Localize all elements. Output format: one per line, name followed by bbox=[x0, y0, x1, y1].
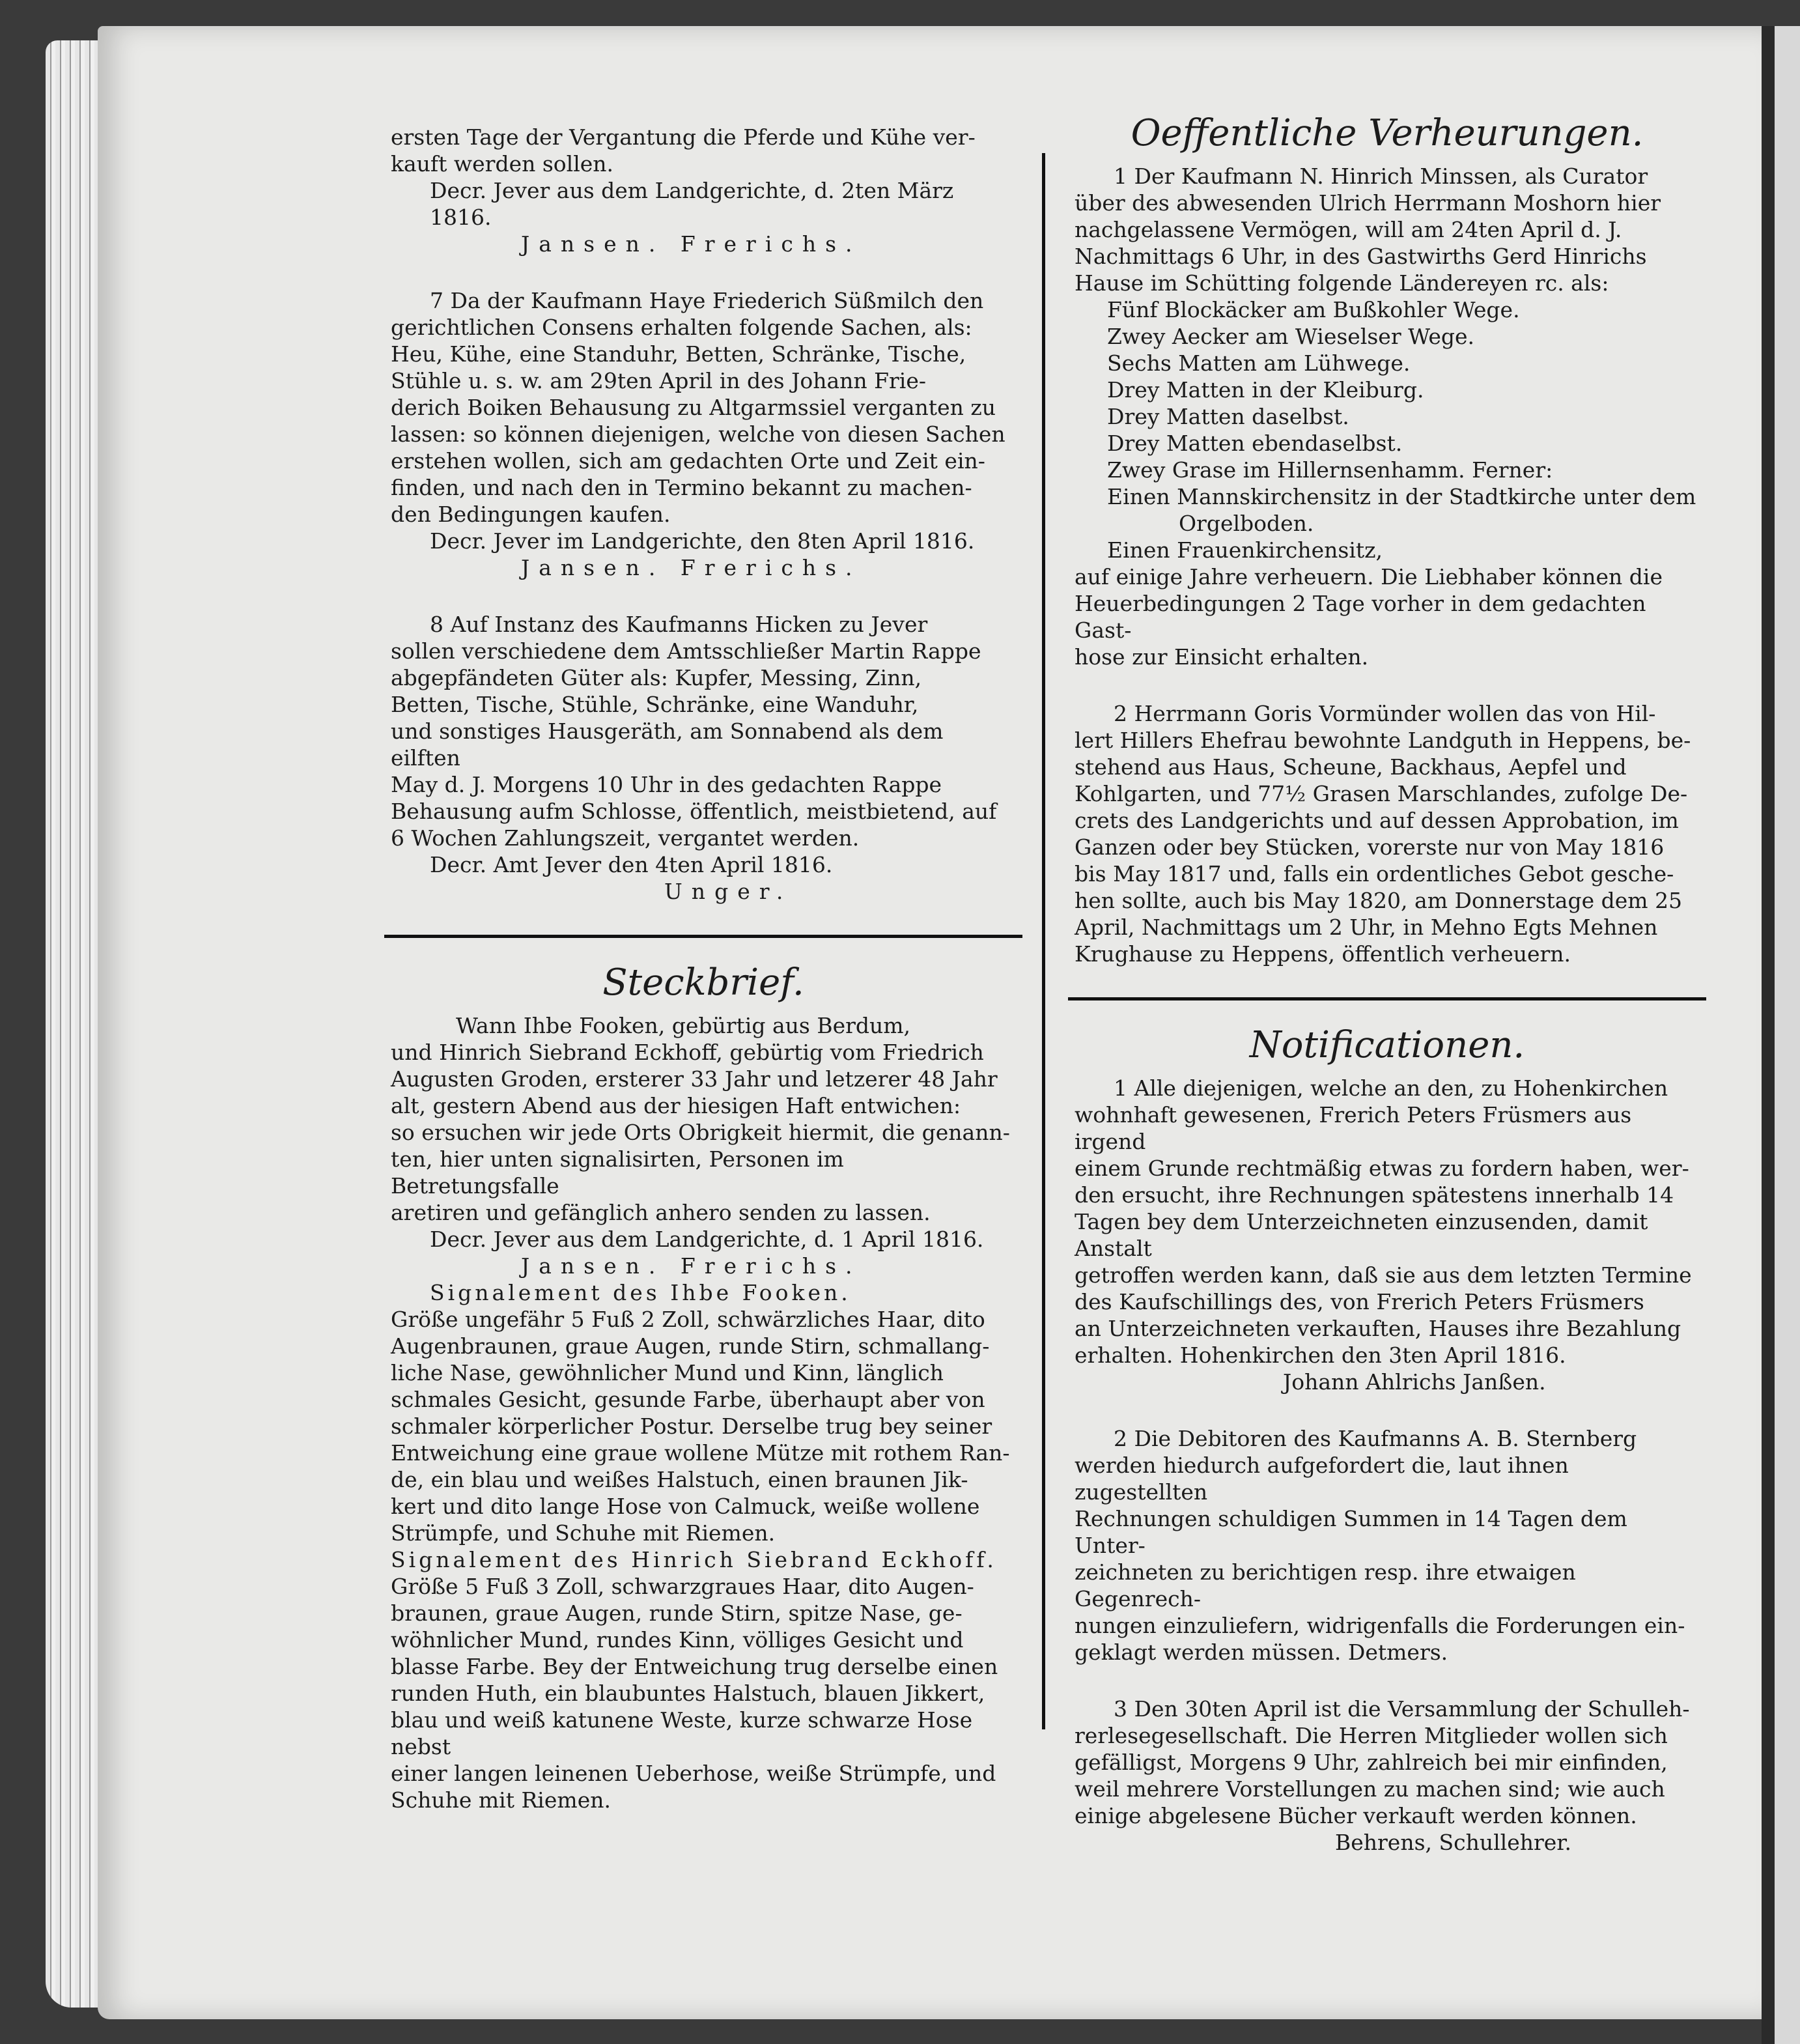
text-line: auf einige Jahre verheuern. Die Liebhaber können die bbox=[1075, 564, 1663, 589]
signature: Jansen. Frerichs. bbox=[521, 555, 862, 580]
text-line: bis May 1817 und, falls ein ordentliches Gebot gesche- bbox=[1075, 861, 1674, 887]
text-line: wöhnlicher Mund, rundes Kinn, völliges Gesicht und bbox=[391, 1627, 964, 1653]
text-line: schmales Gesicht, gesunde Farbe, überhaupt aber von bbox=[391, 1387, 985, 1412]
text-line: Kohlgarten, und 77½ Grasen Marschlandes, zufolge De- bbox=[1075, 781, 1688, 806]
text-line: May d. J. Morgens 10 Uhr in des gedachten Rappe bbox=[391, 772, 942, 797]
list-item: Zwey Grase im Hillernsenhamm. Ferner: bbox=[1107, 457, 1553, 483]
text-line: weil mehrere Vorstellungen zu machen sind; wie auch bbox=[1075, 1776, 1665, 1802]
text-line: alt, gestern Abend aus der hiesigen Haft entwichen: bbox=[391, 1093, 961, 1118]
text-line: abgepfändeten Güter als: Kupfer, Messing, Zinn, bbox=[391, 665, 922, 690]
list-item: Einen Mannskirchensitz in der Stadtkirche unter dem bbox=[1107, 484, 1696, 509]
notice-8 bbox=[391, 611, 1016, 905]
signature: Behrens, Schullehrer. bbox=[1335, 1830, 1571, 1855]
text-line: gerichtlichen Consens erhalten folgende Sachen, als: bbox=[391, 315, 972, 340]
text-line: Tagen bey dem Unterzeichneten einzusenden, damit Anstalt bbox=[1075, 1209, 1648, 1261]
text-line: liche Nase, gewöhnlicher Mund und Kinn, länglich bbox=[391, 1360, 944, 1385]
list-item: Fünf Blockäcker am Bußkohler Wege. bbox=[1107, 297, 1520, 322]
text-line: getroffen werden kann, daß sie aus dem letzten Termine bbox=[1075, 1262, 1692, 1288]
text-line: gefälligst, Morgens 9 Uhr, zahlreich bei mir einfinden, bbox=[1075, 1750, 1668, 1775]
text-line: Decr. Jever aus dem Landgerichte, d. 2ten März 1816. bbox=[430, 178, 954, 230]
section-rule bbox=[1068, 997, 1706, 1001]
text-line: so ersuchen wir jede Orts Obrigkeit hiermit, die genann- bbox=[391, 1120, 1010, 1145]
text-line: Augenbraunen, graue Augen, runde Stirn, schmallang- bbox=[391, 1333, 990, 1359]
text-line: Heu, Kühe, eine Standuhr, Betten, Schränke, Tische, bbox=[391, 341, 966, 367]
section-rule bbox=[384, 935, 1022, 938]
notification-3 bbox=[1075, 1696, 1700, 1856]
text-line: 8 Auf Instanz des Kaufmanns Hicken zu Jever bbox=[430, 612, 928, 637]
signature: Johann Ahlrichs Janßen. bbox=[1283, 1369, 1546, 1395]
signalement-title: Signalement des Hinrich Siebrand Eckhoff. bbox=[391, 1547, 997, 1572]
text-line: kert und dito lange Hose von Calmuck, weiße wollene bbox=[391, 1494, 980, 1519]
text-line: einer langen leinenen Ueberhose, weiße Strümpfe, und bbox=[391, 1761, 996, 1786]
text-line: de, ein blau und weißes Halstuch, einen braunen Jik- bbox=[391, 1467, 968, 1492]
text-line: Strümpfe, und Schuhe mit Riemen. bbox=[391, 1520, 776, 1546]
text-line: erstehen wollen, sich am gedachten Orte und Zeit ein- bbox=[391, 448, 985, 474]
text-line: derich Boiken Behausung zu Altgarmssiel verganten zu bbox=[391, 395, 996, 420]
text-line: und sonstiges Hausgeräth, am Sonnabend als dem eilften bbox=[391, 718, 944, 771]
text-line: stehend aus Haus, Scheune, Backhaus, Aepfel und bbox=[1075, 754, 1627, 780]
text-line: Schuhe mit Riemen. bbox=[391, 1787, 611, 1813]
notice-verheurung-2 bbox=[1075, 700, 1700, 967]
right-column bbox=[1075, 111, 1700, 1886]
heading-steckbrief: Steckbrief. bbox=[602, 961, 804, 1004]
text-line: Entweichung eine graue wollene Mütze mit rothem Ran- bbox=[391, 1440, 1010, 1466]
text-line: nachgelassene Vermögen, will am 24ten April d. J. bbox=[1075, 217, 1622, 242]
text-line: lert Hillers Ehefrau bewohnte Landguth in Heppens, be- bbox=[1075, 728, 1691, 753]
signature: Unger. bbox=[664, 879, 793, 904]
text-line: Krughause zu Heppens, öffentlich verheuern. bbox=[1075, 941, 1571, 967]
text-line: Augusten Groden, ersterer 33 Jahr und letzerer 48 Jahr bbox=[391, 1066, 998, 1092]
text-line: 6 Wochen Zahlungszeit, vergantet werden. bbox=[391, 825, 860, 851]
text-line: finden, und nach den in Termino bekannt zu machen- bbox=[391, 475, 972, 500]
text-line: zeichneten zu berichtigen resp. ihre etwaigen Gegenrech- bbox=[1075, 1559, 1576, 1611]
text-line: 2 Herrmann Goris Vormünder wollen das von Hil- bbox=[1114, 701, 1656, 726]
heading-notificationen: Notificationen. bbox=[1249, 1024, 1525, 1066]
text-line: blasse Farbe. Bey der Entweichung trug derselbe einen bbox=[391, 1654, 998, 1679]
notice-7 bbox=[391, 287, 1016, 581]
left-column bbox=[391, 124, 1016, 1813]
list-item: Drey Matten daselbst. bbox=[1107, 404, 1349, 429]
facing-page-edge bbox=[1762, 26, 1800, 2044]
text-line: rerlesegesellschaft. Die Herren Mitglieder wollen sich bbox=[1075, 1723, 1668, 1748]
text-line: Wann Ihbe Fooken, gebürtig aus Berdum, bbox=[456, 1013, 911, 1038]
text-line: Heuerbedingungen 2 Tage vorher in dem gedachten Gast- bbox=[1075, 591, 1646, 643]
notice-verheurung-1 bbox=[1075, 163, 1700, 670]
text-line: 7 Da der Kaufmann Haye Friederich Süßmilch den bbox=[430, 288, 984, 313]
signature: Jansen. Frerichs. bbox=[521, 231, 862, 257]
text-line: kauft werden sollen. bbox=[391, 151, 614, 177]
text-line: Ganzen oder bey Stücken, vorerste nur von May 1816 bbox=[1075, 834, 1665, 860]
text-line: Größe 5 Fuß 3 Zoll, schwarzgraues Haar, dito Augen- bbox=[391, 1574, 974, 1599]
notification-1 bbox=[1075, 1075, 1700, 1395]
text-line: hose zur Einsicht erhalten. bbox=[1075, 644, 1369, 670]
continued-notice bbox=[391, 124, 1016, 257]
text-line: ersten Tage der Vergantung die Pferde und Kühe ver- bbox=[391, 124, 976, 150]
text-line: lassen: so können diejenigen, welche von diesen Sachen bbox=[391, 421, 1005, 447]
list-item: Drey Matten ebendaselbst. bbox=[1107, 431, 1403, 456]
text-line: April, Nachmittags um 2 Uhr, in Mehno Egts Mehnen bbox=[1075, 915, 1658, 940]
text-line: werden hiedurch aufgefordert die, laut ihnen zugestellten bbox=[1075, 1453, 1569, 1505]
text-line: Behausung aufm Schlosse, öffentlich, meistbietend, auf bbox=[391, 799, 997, 824]
text-line: crets des Landgerichts und auf dessen Approbation, im bbox=[1075, 808, 1679, 833]
text-line: einem Grunde rechtmäßig etwas zu fordern haben, wer- bbox=[1075, 1156, 1689, 1181]
text-line: aretiren und gefänglich anhero senden zu lassen. bbox=[391, 1200, 931, 1225]
steckbrief-text bbox=[391, 1012, 1016, 1813]
text-line: runden Huth, ein blaubuntes Halstuch, blauen Jikkert, bbox=[391, 1681, 985, 1706]
text-line: nungen einzuliefern, widrigenfalls die Forderungen ein- bbox=[1075, 1613, 1685, 1638]
text-line: 1 Alle diejenigen, welche an den, zu Hohenkirchen bbox=[1114, 1075, 1668, 1101]
signalement-title: Signalement des Ihbe Fooken. bbox=[430, 1280, 851, 1305]
text-line: geklagt werden müssen. Detmers. bbox=[1075, 1639, 1448, 1665]
heading-verheurungen: Oeffentliche Verheurungen. bbox=[1131, 112, 1644, 154]
text-line: blau und weiß katunene Weste, kurze schwarze Hose nebst bbox=[391, 1707, 973, 1759]
text-line: schmaler körperlicher Postur. Derselbe trug bey seiner bbox=[391, 1413, 992, 1439]
text-line: an Unterzeichneten verkauften, Hauses ihre Bezahlung bbox=[1075, 1316, 1681, 1341]
text-line: hen sollte, auch bis May 1820, am Donnerstage dem 25 bbox=[1075, 888, 1683, 913]
text-line: sollen verschiedene dem Amtsschließer Martin Rappe bbox=[391, 638, 981, 664]
list-item: Zwey Aecker am Wieselser Wege. bbox=[1107, 324, 1474, 349]
text-line: 1 Der Kaufmann N. Hinrich Minssen, als Curator bbox=[1114, 163, 1648, 189]
text-line: erhalten. Hohenkirchen den 3ten April 1816. bbox=[1075, 1342, 1566, 1368]
text-line: Decr. Amt Jever den 4ten April 1816. bbox=[430, 852, 833, 877]
text-line: Stühle u. s. w. am 29ten April in des Johann Frie- bbox=[391, 368, 927, 393]
text-line: Größe ungefähr 5 Fuß 2 Zoll, schwärzliches Haar, dito bbox=[391, 1307, 985, 1332]
text-line: über des abwesenden Ulrich Herrmann Moshorn hier bbox=[1075, 190, 1661, 216]
text-line: wohnhaft gewesenen, Frerich Peters Früsmers aus irgend bbox=[1075, 1102, 1632, 1154]
text-line: einige abgelesene Bücher verkauft werden können. bbox=[1075, 1803, 1637, 1828]
text-line: braunen, graue Augen, runde Stirn, spitze Nase, ge- bbox=[391, 1600, 963, 1626]
notification-2 bbox=[1075, 1425, 1700, 1666]
list-item: Sechs Matten am Lühwege. bbox=[1107, 350, 1411, 376]
text-line: Nachmittags 6 Uhr, in des Gastwirths Gerd Hinrichs bbox=[1075, 244, 1647, 269]
text-line: Decr. Jever aus dem Landgerichte, d. 1 April 1816. bbox=[430, 1227, 984, 1252]
list-item: Drey Matten in der Kleiburg. bbox=[1107, 377, 1424, 403]
column-divider bbox=[1042, 153, 1045, 1729]
text-line: Hause im Schütting folgende Ländereyen rc. als: bbox=[1075, 270, 1609, 296]
text-line: des Kaufschillings des, von Frerich Peters Früsmers bbox=[1075, 1289, 1644, 1314]
signature: Jansen. Frerichs. bbox=[521, 1253, 862, 1279]
text-line: Betten, Tische, Stühle, Schränke, eine Wanduhr, bbox=[391, 692, 919, 717]
text-line: Decr. Jever im Landgerichte, den 8ten April 1816. bbox=[430, 528, 975, 554]
text-line: 2 Die Debitoren des Kaufmanns A. B. Sternberg bbox=[1114, 1426, 1637, 1451]
text-line: 3 Den 30ten April ist die Versammlung der Schulleh- bbox=[1114, 1696, 1690, 1722]
list-item: Orgelboden. bbox=[1179, 511, 1314, 536]
text-line: und Hinrich Siebrand Eckhoff, gebürtig vom Friedrich bbox=[391, 1040, 984, 1065]
text-line: den ersucht, ihre Rechnungen spätestens innerhalb 14 bbox=[1075, 1182, 1674, 1208]
list-item: Einen Frauenkirchensitz, bbox=[1107, 537, 1383, 563]
text-line: ten, hier unten signalisirten, Personen im Betretungsfalle bbox=[391, 1146, 844, 1199]
text-line: den Bedingungen kaufen. bbox=[391, 502, 671, 527]
text-line: Rechnungen schuldigen Summen in 14 Tagen dem Unter- bbox=[1075, 1506, 1627, 1558]
